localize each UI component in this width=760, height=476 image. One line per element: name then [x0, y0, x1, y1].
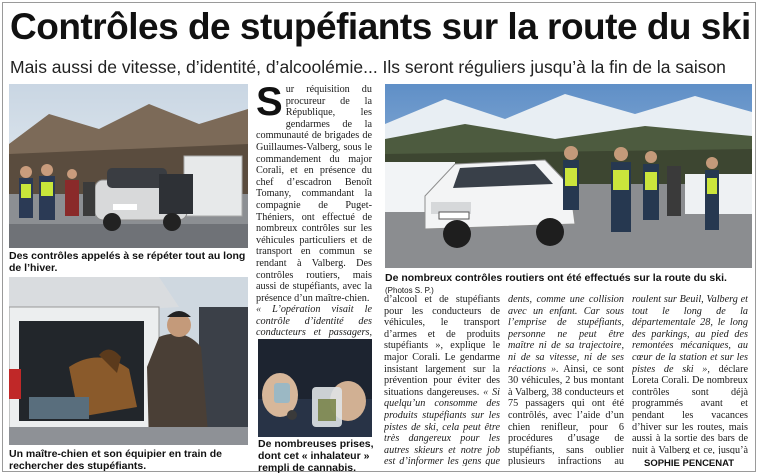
article-col2-quote: « Si quelqu’un consomme des produits stupéfiants sur les pistes de ski, cela peut être très dangereux pour les autres skieurs et notre job est d’informer les gens que [384, 386, 500, 466]
photo-dog-search [9, 277, 248, 445]
photo-road-control [385, 84, 752, 268]
article-col3-quote: dents, comme une collision avec un enfant. Car sous l’emprise de stupéfiants, personne ne peut être maître ni de sa trajectoire, ni de sa vitesse, ni de ses réactions ». [508, 294, 624, 375]
article-col1-quote: « L’opération visait le contrôle d’identité des conducteurs et passagers, [256, 304, 372, 338]
caption-photo2-text: De nombreux contrôles routiers ont été effectués sur la route du ski. [385, 272, 727, 284]
photo-credit: (Photos S. P.) [385, 286, 434, 295]
photo-inhaler [258, 339, 372, 437]
article-column-2 [384, 294, 500, 466]
photo-roadside-check [9, 84, 248, 248]
article-col1-text: ur réquisition du procureur de la République, les gendarmes de la communauté de brigades de Guillaumes-Valberg, sous le commandement du major Corali, et en présence du chef d’escadron Benoît Tomany, commandant la compagnie de Puget-Théniers, ont effectué de nombreux contrôles sur les véhicules particuliers et de transport en commun se rendant à Valberg. Des contrôles routiers, mais aussi de stupéfiants, avec la présence d’un maître-chien. [256, 84, 372, 304]
deck: Mais aussi de vitesse, d’identité, d’alcoolémie... Ils seront réguliers jusqu’à la fin de la saison [10, 57, 726, 77]
article-col3-text: Ainsi, ce sont 30 véhicules, 2 bus montant à Valberg, 38 conducteurs et 75 passagers qui ont été contrôlés, avec l’aide d’un chien renifleur, pour 6 procédures d’usage de stupéfiants, sans oublier plusieurs infractions au [508, 363, 624, 466]
article-column-4 [632, 294, 748, 454]
article-column-1 [256, 84, 372, 338]
article-col2-text: d’alcool et de stupéfiants pour les conducteurs de véhicules, le transport d’armes et de produits stupéfiants », explique le major Corali. Le gendarme insistant largement sur la prévention pour éviter des situations dangereuses. [384, 294, 500, 398]
caption-photo1: Des contrôles appelés à se répéter tout au long de l’hiver. [9, 250, 246, 274]
headline: Contrôles de stupéfiants sur la route du ski [10, 6, 751, 47]
article-column-3 [508, 294, 624, 466]
dropcap: S [256, 84, 283, 124]
article-col4-quote: roulent sur Beuil, Valberg et tout le long de la départementale 28, le long des parkings, au pied des remontées mécaniques, au cœur de la station et sur les pistes de ski », [632, 294, 748, 375]
article-col4-text: déclare Loreta Corali. De nombreux contrôles sont déjà programmés avant et pendant les vacances d’hiver sur les routes, mais aussi à la sortie des bars de nuit à Valberg et ce, jusqu’à [632, 363, 748, 454]
caption-photo3: Un maître-chien et son équipier en train de rechercher des stupéfiants. [9, 448, 222, 472]
byline: SOPHIE PENCENAT [644, 458, 735, 469]
caption-photo4: De nombreuses prises, dont cet « inhalateur » rempli de cannabis. [258, 438, 374, 474]
